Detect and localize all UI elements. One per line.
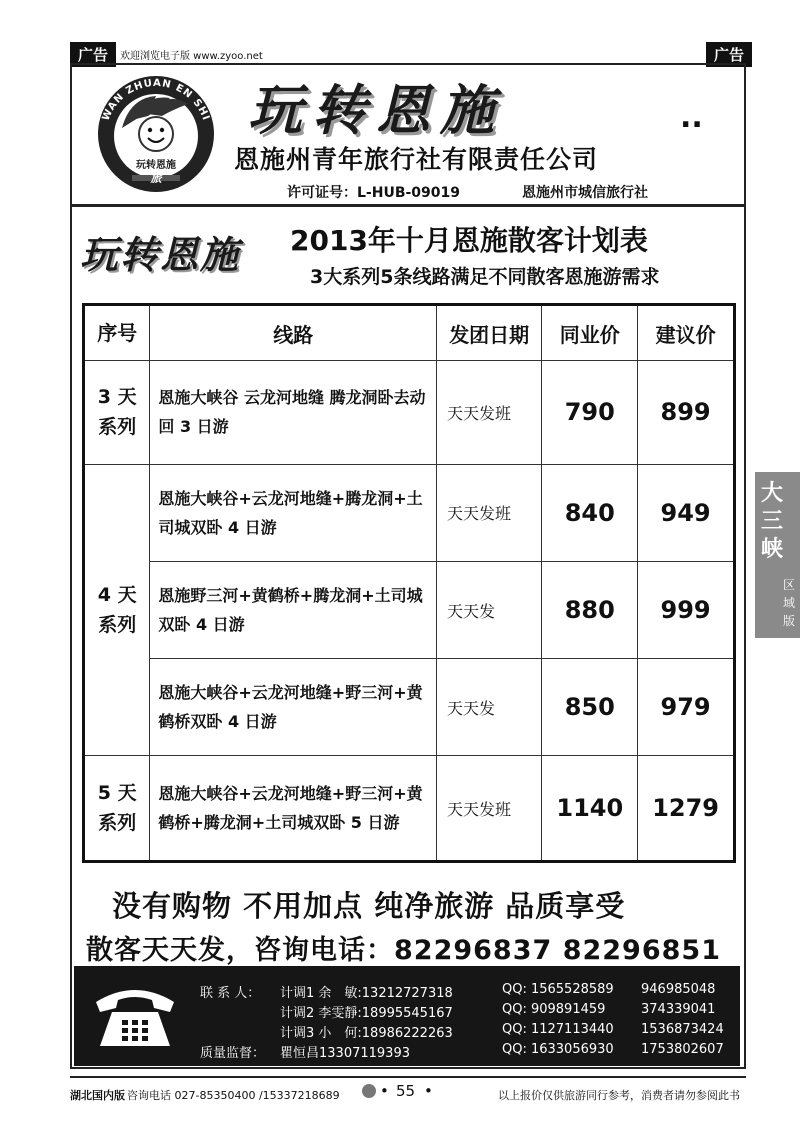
- header-date: 发团日期: [436, 305, 541, 361]
- header-route: 线路: [150, 305, 437, 361]
- plan-table: [82, 303, 736, 863]
- table-row: [84, 659, 735, 756]
- contact-qq: QQ: 1633056930: [502, 1042, 614, 1057]
- ad-label-left: 广告: [70, 42, 116, 67]
- contact-name: 计调2 李雯靜:18995545167: [280, 1006, 453, 1021]
- peer-price-cell: 1140: [542, 756, 638, 862]
- slogan-line-1: 没有购物 不用加点 纯净旅游 品质享受: [112, 889, 626, 923]
- credit-agency: 恩施州市城信旅行社: [522, 185, 648, 201]
- suggested-price-cell: 999: [638, 562, 735, 659]
- ad-label-right: 广告: [706, 42, 752, 67]
- footer-page-dot-left: •: [380, 1082, 389, 1100]
- table-row: [84, 464, 735, 561]
- logo-sub-text: 旅: [150, 172, 162, 185]
- series-label: 5 天 系列: [84, 756, 150, 862]
- route-cell: 恩施大峡谷+云龙河地缝+野三河+黄鹤桥+腾龙洞+土司城双卧 5 日游: [150, 756, 437, 862]
- footer-edition: 湖北国内版: [70, 1089, 125, 1102]
- peer-price-cell: 790: [542, 361, 638, 465]
- date-cell: 天天发: [436, 659, 541, 756]
- contact-qq2: 1753802607: [641, 1042, 724, 1057]
- table-header-row: [84, 305, 735, 361]
- plan-brand-small: 玩转恩施: [80, 233, 241, 277]
- suggested-price-cell: 1279: [638, 756, 735, 862]
- table-row: [84, 562, 735, 659]
- logo-emblem: [92, 70, 220, 194]
- telephone-icon: [90, 982, 180, 1050]
- date-cell: 天天发班: [436, 756, 541, 862]
- contact-qq: QQ: 1127113440: [502, 1022, 614, 1037]
- logo-arc-text: WAN ZHUAN EN SHI: [100, 77, 212, 123]
- page-number: 55: [396, 1082, 416, 1100]
- company-name: 恩施州青年旅行社有限责任公司: [234, 145, 599, 174]
- site-text: 欢迎浏览电子版 www.zyoo.net: [120, 51, 263, 62]
- license-number: 许可证号：L-HUB-09019: [287, 185, 461, 201]
- plan-subtitle: 3大系列5条线路满足不同散客恩施游需求: [310, 266, 660, 288]
- suggested-price-cell: 979: [638, 659, 735, 756]
- header-peer-price: 同业价: [542, 305, 638, 361]
- brand-title-dots: ..: [680, 100, 703, 135]
- contact-qq2: 946985048: [641, 982, 716, 997]
- header-series: 序号: [84, 305, 150, 361]
- suggested-price-cell: 949: [638, 464, 735, 561]
- route-cell: 恩施大峡谷 云龙河地缝 腾龙洞卧去动回 3 日游: [150, 361, 437, 465]
- footer-note: 以上报价仅供旅游同行参考，消费者请勿参阅此书: [498, 1089, 740, 1102]
- contact-name: 计调1 余 敏:13212727318: [280, 986, 453, 1001]
- route-cell: 恩施野三河+黄鹤桥+腾龙洞+土司城双卧 4 日游: [150, 562, 437, 659]
- date-cell: 天天发班: [436, 464, 541, 561]
- route-cell: 恩施大峡谷+云龙河地缝+野三河+黄鹤桥双卧 4 日游: [150, 659, 437, 756]
- suggested-price-cell: 899: [638, 361, 735, 465]
- contact-qq: QQ: 909891459: [502, 1002, 606, 1017]
- table-row: [84, 756, 735, 862]
- footer-page-dot-right: •: [424, 1082, 433, 1100]
- contact-qq2: 374339041: [641, 1002, 716, 1017]
- series-label: 4 天 系列: [84, 464, 150, 756]
- slogan-line-2: 散客天天发，咨询电话：82296837 82296851: [86, 935, 721, 966]
- logo-inner-text: 玩转恩施: [136, 160, 176, 171]
- peer-price-cell: 840: [542, 464, 638, 561]
- quality-label: 质量监督：: [200, 1046, 266, 1061]
- side-tab-small: 区域版: [783, 578, 796, 628]
- contact-qq2: 1536873424: [641, 1022, 724, 1037]
- brand-title: 玩转恩施: [248, 79, 504, 142]
- series-label: 3 天 系列: [84, 361, 150, 465]
- peer-price-cell: 880: [542, 562, 638, 659]
- date-cell: 天天发: [436, 562, 541, 659]
- side-tab-big: 大三峡: [761, 481, 784, 562]
- plan-title: 2013年十月恩施散客计划表: [290, 224, 648, 257]
- contact-label: 联 系 人：: [200, 986, 261, 1001]
- table-row: [84, 361, 735, 465]
- contact-name: 瞿恒昌13307119393: [280, 1046, 410, 1061]
- contact-name: 计调3 小 何:18986222263: [280, 1026, 453, 1041]
- contact-box: [74, 966, 740, 1066]
- region-side-tab: [755, 472, 800, 638]
- header-suggested-price: 建议价: [638, 305, 735, 361]
- footer-bullet-icon: [362, 1084, 376, 1098]
- svg-text:WAN ZHUAN EN SHI: [101, 78, 212, 123]
- route-cell: 恩施大峡谷+云龙河地缝+腾龙洞+土司城双卧 4 日游: [150, 464, 437, 561]
- contact-qq: QQ: 1565528589: [502, 982, 614, 997]
- date-cell: 天天发班: [436, 361, 541, 465]
- section-divider: [72, 204, 744, 207]
- footer-phone: 咨询电话 027-85350400 /15337218689: [127, 1089, 340, 1102]
- footer-divider: [70, 1076, 746, 1078]
- peer-price-cell: 850: [542, 659, 638, 756]
